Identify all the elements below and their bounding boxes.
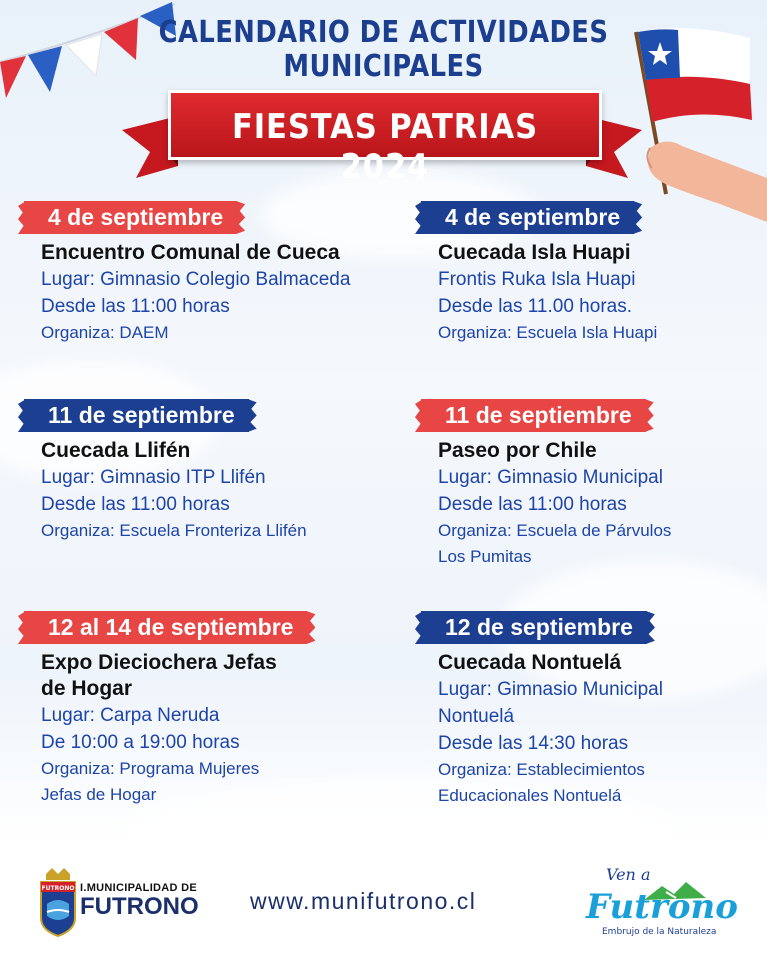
municipality-label: I.MUNICIPALIDAD DE: [80, 882, 198, 894]
event-card: [24, 399, 394, 544]
event-organizer: Organiza: Programa Mujeres: [41, 759, 260, 778]
event-card: [24, 201, 394, 346]
municipal-shield-icon: [38, 868, 78, 938]
event-date-tag: 11 de septiembre: [24, 399, 249, 432]
event-time: Desde las 11:00 horas: [41, 296, 230, 317]
ven-a-futrono-logo: [582, 862, 742, 942]
event-location: Lugar: Gimnasio Colegio Balmaceda: [41, 269, 351, 290]
event-organizer: Organiza: Escuela Isla Huapi: [438, 323, 658, 342]
event-location: Lugar: Carpa Neruda: [41, 705, 220, 726]
event-organizer-cont: Educacionales Nontuelá: [438, 786, 622, 805]
page-title: [54, 16, 714, 84]
event-organizer-cont: Jefas de Hogar: [41, 785, 157, 804]
brand-top: Ven a: [606, 865, 651, 884]
event-time: Desde las 14:30 horas: [438, 733, 629, 754]
event-date-tag: 12 al 14 de septiembre: [24, 611, 307, 644]
event-time: Desde las 11.00 horas.: [438, 296, 632, 317]
event-date-tag: 11 de septiembre: [421, 399, 646, 432]
event-location-cont: Nontuelá: [438, 706, 515, 727]
municipality-name: [80, 882, 199, 920]
event-title: Encuentro Comunal de Cueca: [41, 241, 340, 264]
event-card: [421, 611, 767, 809]
event-title: Paseo por Chile: [438, 439, 597, 462]
title-ribbon: [122, 86, 642, 186]
event-date-tag: 4 de septiembre: [421, 201, 634, 234]
event-organizer: Organiza: Escuela de Párvulos: [438, 521, 672, 540]
event-date-tag: 4 de septiembre: [24, 201, 237, 234]
website-link[interactable]: www.munifutrono.cl: [250, 888, 477, 914]
title-line-1: CALENDARIO DE ACTIVIDADES: [158, 15, 609, 50]
title-line-2: MUNICIPALES: [283, 49, 484, 84]
ribbon-text: FIESTAS PATRIAS 2024: [231, 107, 539, 187]
event-time: Desde las 11:00 horas: [438, 494, 627, 515]
ribbon-banner: [168, 90, 602, 187]
event-title: Cuecada Llifén: [41, 439, 191, 462]
event-organizer: Organiza: Escuela Fronteriza Llifén: [41, 521, 307, 540]
event-location: Frontis Ruka Isla Huapi: [438, 269, 636, 290]
event-title-cont: de Hogar: [41, 677, 133, 700]
event-location: Lugar: Gimnasio Municipal: [438, 467, 663, 488]
event-organizer: Organiza: Establecimientos: [438, 760, 645, 779]
event-date-tag: 12 de septiembre: [421, 611, 647, 644]
event-organizer-cont: Los Pumitas: [438, 547, 532, 566]
brand-tagline: Embrujo de la Naturaleza: [602, 927, 717, 937]
brand-main: Futrono: [586, 887, 738, 927]
event-card: [421, 201, 767, 346]
municipality-city: FUTRONO: [80, 893, 199, 920]
event-title: Expo Dieciochera Jefas: [41, 651, 277, 674]
event-card: [24, 611, 394, 808]
shield-text: FUTRONO: [41, 885, 75, 892]
event-time: De 10:00 a 19:00 horas: [41, 732, 240, 753]
event-title: Cuecada Isla Huapi: [438, 241, 631, 264]
event-location: Lugar: Gimnasio Municipal: [438, 679, 663, 700]
event-time: Desde las 11:00 horas: [41, 494, 230, 515]
event-card: [421, 399, 767, 570]
event-title: Cuecada Nontuelá: [438, 651, 622, 674]
event-organizer: Organiza: DAEM: [41, 323, 169, 342]
event-location: Lugar: Gimnasio ITP Llifén: [41, 467, 266, 488]
